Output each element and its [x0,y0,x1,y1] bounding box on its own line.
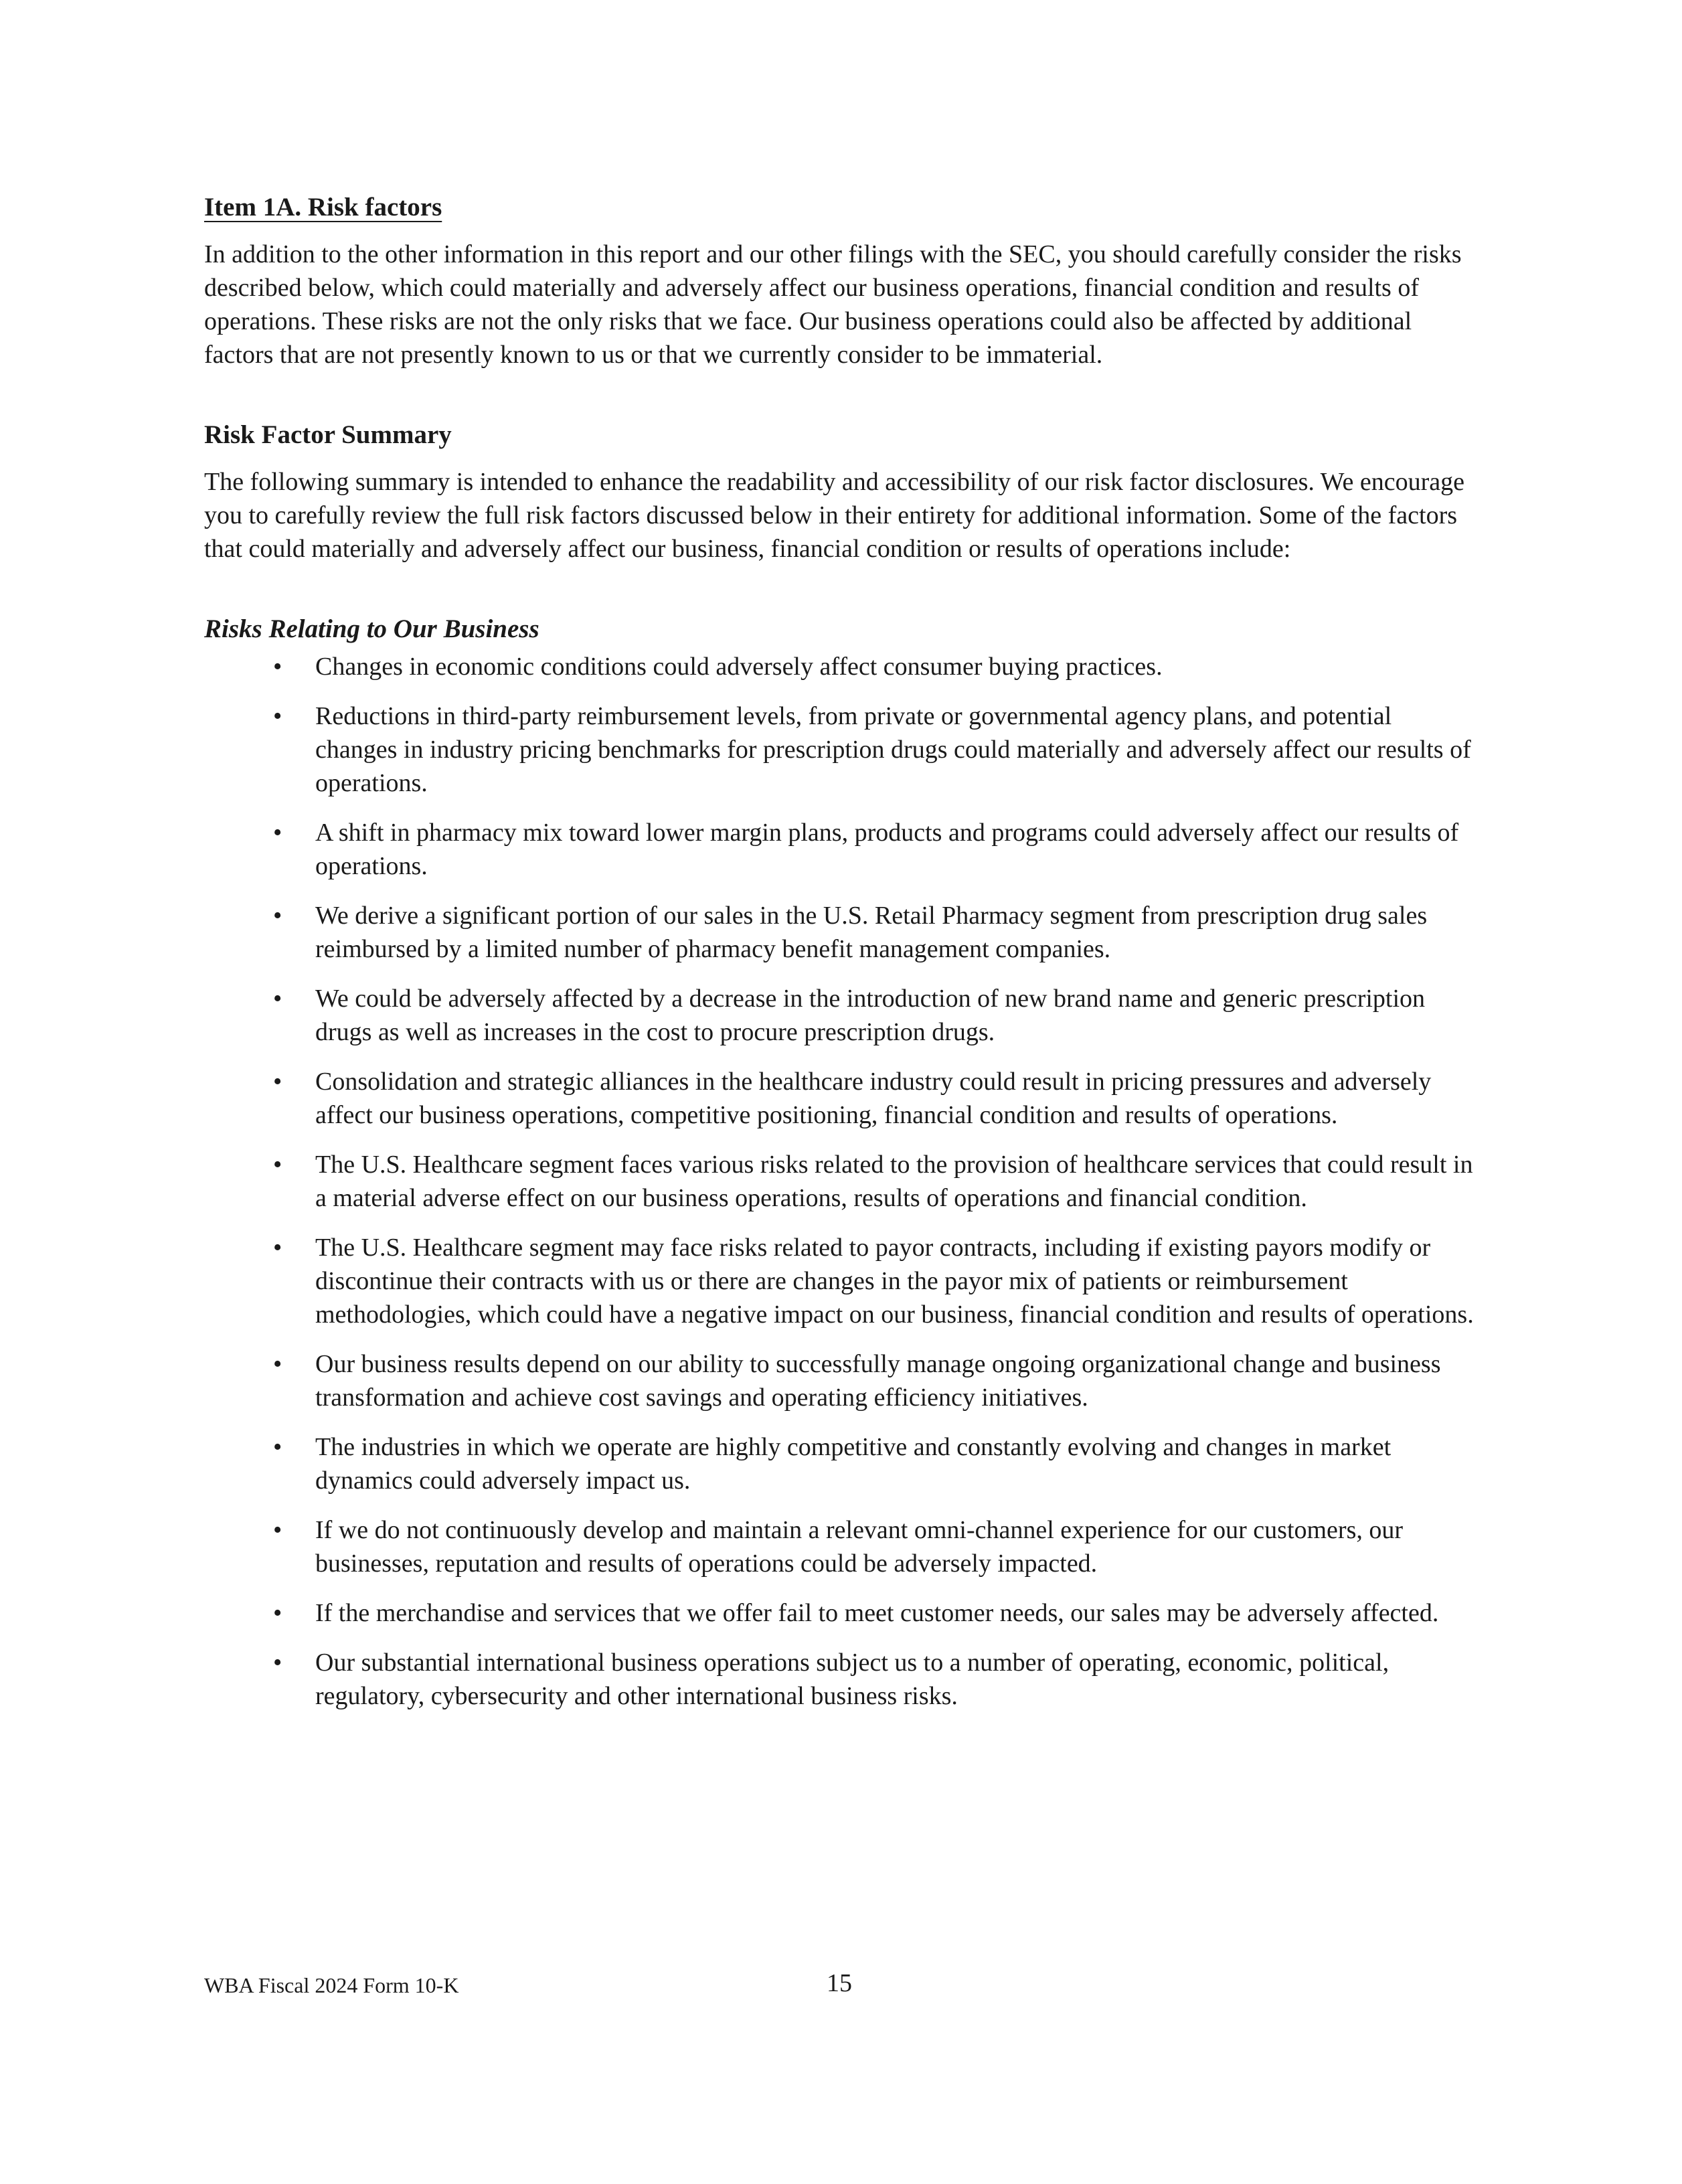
business-risks-heading: Risks Relating to Our Business [204,614,539,643]
bullet-icon: • [273,1599,282,1627]
list-item [204,699,1479,800]
list-item-text: Changes in economic conditions could adversely affect consumer buying practices. [315,653,1163,681]
bullet-icon: • [273,1234,282,1262]
list-item [204,1065,1479,1132]
bullet-icon: • [273,1068,282,1096]
footer-document-label: WBA Fiscal 2024 Form 10-K [204,1973,459,1997]
bullet-icon: • [273,1516,282,1544]
list-item [204,1148,1479,1215]
bullet-icon: • [273,1649,282,1677]
list-item [204,1646,1479,1713]
risk-bullet-list [204,650,1479,1713]
bullet-icon: • [273,985,282,1013]
list-item [204,1513,1479,1580]
list-item [204,816,1479,883]
list-item-text: Our substantial international business operations subject us to a number of operating, economic, political, regulatory, cybersecurity and other international business risks. [315,1649,1390,1710]
bullet-icon: • [273,702,282,730]
bullet-icon: • [273,653,282,681]
bullet-icon: • [273,1350,282,1378]
list-item [204,1347,1479,1414]
list-item-text: The U.S. Healthcare segment may face risks related to payor contracts, including if existing payors modify or discontinue their contracts with us or there are changes in the payor mix of patients or reimbursement methodologies, which could have a negative impact on our business, financial condition and results of operations. [315,1234,1474,1329]
list-item-text: Consolidation and strategic alliances in the healthcare industry could result in pricing pressures and adversely affect our business operations, competitive positioning, financial condition and results of operations. [315,1068,1432,1129]
page-footer [204,1966,1479,2000]
list-item-text: Our business results depend on our ability to successfully manage ongoing organizational change and business transformation and achieve cost savings and operating efficiency initiatives. [315,1350,1441,1412]
list-item [204,1596,1479,1630]
list-item-text: The U.S. Healthcare segment faces various risks related to the provision of healthcare services that could result in a material adverse effect on our business operations, results of operations and financial condition. [315,1151,1473,1212]
list-item [204,1430,1479,1497]
section-heading: Item 1A. Risk factors [204,193,442,222]
list-item-text: The industries in which we operate are highly competitive and constantly evolving and changes in market dynamics could adversely impact us. [315,1433,1392,1495]
bullet-icon: • [273,819,282,847]
bullet-icon: • [273,902,282,930]
list-item-text: We derive a significant portion of our sales in the U.S. Retail Pharmacy segment from prescription drug sales reimbursed by a limited number of pharmacy benefit management companies. [315,902,1428,963]
document-page [204,191,1479,1729]
list-item [204,650,1479,683]
list-item [204,982,1479,1049]
list-item-text: If the merchandise and services that we offer fail to meet customer needs, our sales may be adversely affected. [315,1599,1439,1627]
summary-paragraph: The following summary is intended to enhance the readability and accessibility of our risk factor disclosures. We encourage you to carefully review the full risk factors discussed below in their entirety for additional information. Some of the factors that could materially and adversely affect our business, financial condition or results of operations include: [204,468,1464,563]
list-item-text: A shift in pharmacy mix toward lower margin plans, products and programs could adversely affect our results of operations. [315,819,1459,880]
list-item [204,1231,1479,1331]
list-item-text: We could be adversely affected by a decrease in the introduction of new brand name and generic prescription drugs as well as increases in the cost to procure prescription drugs. [315,985,1426,1046]
summary-heading: Risk Factor Summary [204,420,452,449]
list-item [204,899,1479,966]
intro-paragraph: In addition to the other information in this report and our other filings with the SEC, you should carefully consider the risks described below, which could materially and adversely affect our business operations, financial condition and results of operations. These risks are not the only risks that we face. Our business operations could also be affected by additional factors that are not presently known to us or that we currently consider to be immaterial. [204,240,1462,369]
bullet-icon: • [273,1151,282,1179]
bullet-icon: • [273,1433,282,1461]
page-number: 15 [827,1969,852,1997]
list-item-text: Reductions in third-party reimbursement levels, from private or governmental agency plans, and potential changes in industry pricing benchmarks for prescription drugs could materially and adversely affect our results of operations. [315,702,1471,797]
list-item-text: If we do not continuously develop and maintain a relevant omni-channel experience for our customers, our businesses, reputation and results of operations could be adversely impacted. [315,1516,1404,1578]
